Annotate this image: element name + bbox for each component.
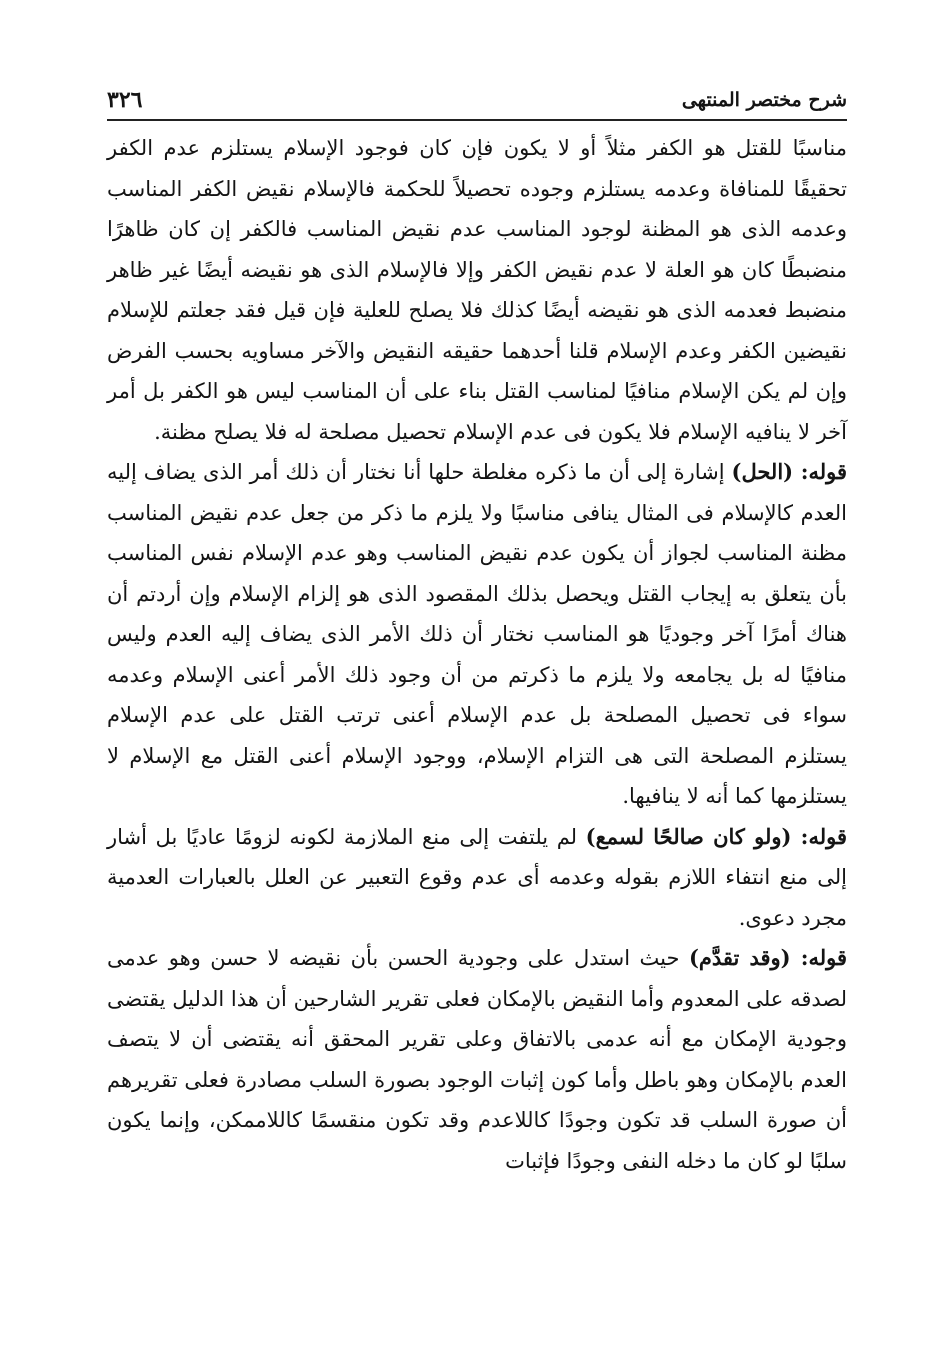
- main-text: [107, 128, 847, 1181]
- paragraph: [107, 938, 847, 1181]
- paragraph: [107, 452, 847, 817]
- running-title: شرح مختصر المنتهى: [681, 89, 847, 111]
- paragraph-lead: قوله: (وقد تقدَّم): [688, 945, 847, 970]
- paragraph-text: مناسبًا للقتل هو الكفر مثلاً أو لا يكون فإن كان فوجود الإسلام يستلزم عدم الكفر تحقيقًا للمنافاة وعدمه يستلزم وجوده تحصيلاً للحكمة فالإسلام نقيض الكفر المناسب وعدمه الذى هو المظنة لوجود المناسب عدم نقيض المناسب فالكفر إن كان ظاهرًا منضبطًا كان هو العلة لا عدم نقيض الكفر وإلا فالإسلام الذى هو نقيضه أيضًا غير ظاهر منضبط فعدمه الذى هو نقيضه أيضًا كذلك فلا يصلح للعلية فإن قيل فقد جعلتم للإسلام نقيضين الكفر وعدم الإسلام قلنا أحدهما حقيقه النقيض والآخر مساويه بحسب الفرض وإن لم يكن الإسلام منافيًا لمناسب القتل بناء على أن المناسب ليس هو الكفر بل أمر آخر لا ينافيه الإسلام فلا يكون فى عدم الإسلام تحصيل مصلحة له فلا يصلح مظنة.: [107, 136, 847, 444]
- paragraph-text: إشارة إلى أن ما ذكره مغلطة حلها أنا نختار أن ذلك أمر الذى يضاف إليه العدم كالإسلام فى المثال ينافى مناسبًا ولا يلزم ما ذكر من جعل عدم نقيض المناسب مظنة المناسب لجواز أن يكون عدم نقيض المناسب وهو عدم الإسلام نفس المناسب بأن يتعلق به إيجاب القتل ويحصل بذلك المقصود الذى هو إلزام الإسلام وإن أردتم أن هناك أمرًا آخر وجوديًا هو المناسب نختار أن ذلك الأمر الذى يضاف إليه العدم وليس منافيًا له بل يجامعه ولا يلزم ما ذكرتم من أن وجود ذلك الأمر أعنى الإسلام وعدمه سواء فى تحصيل المصلحة بل عدم الإسلام أعنى ترتب القتل على عدم الإسلام يستلزم المصلحة التى هى التزام الإسلام، ووجود الإسلام أعنى القتل مع الإسلام لا يستلزمها كما أنه لا ينافيها.: [107, 460, 847, 808]
- paragraph: [107, 128, 847, 452]
- paragraph-text: حيث استدل على وجودية الحسن بأن نقيضه لا حسن وهو عدمى لصدقه على المعدوم وأما النقيض بالإمكان فعلى تقرير الشارحين أن هذا الدليل يقتضى وجودية الإمكان مع أنه عدمى بالاتفاق وعلى تقرير المحقق أنه يقتضى أن لا يتصف العدم بالإمكان وهو باطل وأما كون إثبات الوجود بصورة السلب مصادرة فعلى تقريرهم أن صورة السلب قد تكون وجودًا كاللاعدم وقد تكون منقسمًا كاللاممكن، وإنما يكون سلبًا لو كان ما دخله النفى وجودًا فإثبات: [107, 946, 847, 1173]
- page-number: ٣٢٦: [107, 87, 143, 113]
- paragraph: [107, 817, 847, 939]
- paragraph-text: لم يلتفت إلى منع الملازمة لكونه لزومًا عاديًا بل أشار إلى منع انتفاء اللازم بقوله وعدمه أى عدم وقوع التعبير عن العلل بالعبارات العدمية مجرد دعوى.: [107, 824, 847, 930]
- header-divider: [107, 119, 847, 121]
- page-header: [107, 84, 847, 116]
- paragraph-lead: قوله: (ولو كان صالحًا لسمع): [585, 823, 847, 849]
- paragraph-lead: قوله: (الحل): [731, 459, 848, 484]
